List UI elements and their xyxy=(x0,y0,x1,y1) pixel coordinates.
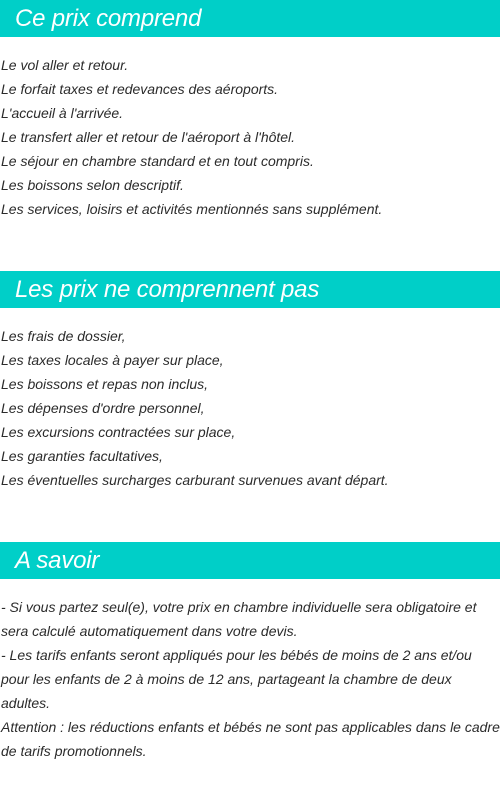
list-item: Les éventuelles surcharges carburant survenues avant départ. xyxy=(1,472,389,488)
list-item: Le transfert aller et retour de l'aéroport à l'hôtel. xyxy=(1,129,296,145)
list-item: Les frais de dossier, xyxy=(1,328,126,344)
list-item: Les taxes locales à payer sur place, xyxy=(1,352,224,368)
list-item: Les excursions contractées sur place, xyxy=(1,424,236,440)
section-included xyxy=(0,0,500,221)
section-title-good-to-know: A savoir xyxy=(0,542,500,579)
list-item: Les boissons selon descriptif. xyxy=(1,177,184,193)
not-included-list xyxy=(0,324,500,492)
good-to-know-paragraphs xyxy=(0,595,500,763)
section-title-included: Ce prix comprend xyxy=(0,0,500,37)
section-not-included xyxy=(0,271,500,492)
list-item: Les services, loisirs et activités mentionnés sans supplément. xyxy=(1,201,383,217)
included-list xyxy=(0,53,500,221)
list-item: Le vol aller et retour. xyxy=(1,57,129,73)
info-paragraph: Attention : les réductions enfants et bébés ne sont pas applicables dans le cadre de tarifs promotionnels. xyxy=(1,719,500,759)
list-item: L'accueil à l'arrivée. xyxy=(1,105,124,121)
info-paragraph: - Si vous partez seul(e), votre prix en chambre individuelle sera obligatoire et sera calculé automatiquement dans votre devis. xyxy=(1,599,477,639)
list-item: Les garanties facultatives, xyxy=(1,448,163,464)
info-paragraph: - Les tarifs enfants seront appliqués pour les bébés de moins de 2 ans et/ou pour les enfants de 2 à moins de 12 ans, partageant la chambre de deux adultes. xyxy=(1,647,472,711)
list-item: Les dépenses d'ordre personnel, xyxy=(1,400,205,416)
list-item: Les boissons et repas non inclus, xyxy=(1,376,209,392)
list-item: Le séjour en chambre standard et en tout compris. xyxy=(1,153,314,169)
section-title-not-included: Les prix ne comprennent pas xyxy=(0,271,500,308)
list-item: Le forfait taxes et redevances des aéroports. xyxy=(1,81,279,97)
section-good-to-know xyxy=(0,542,500,763)
